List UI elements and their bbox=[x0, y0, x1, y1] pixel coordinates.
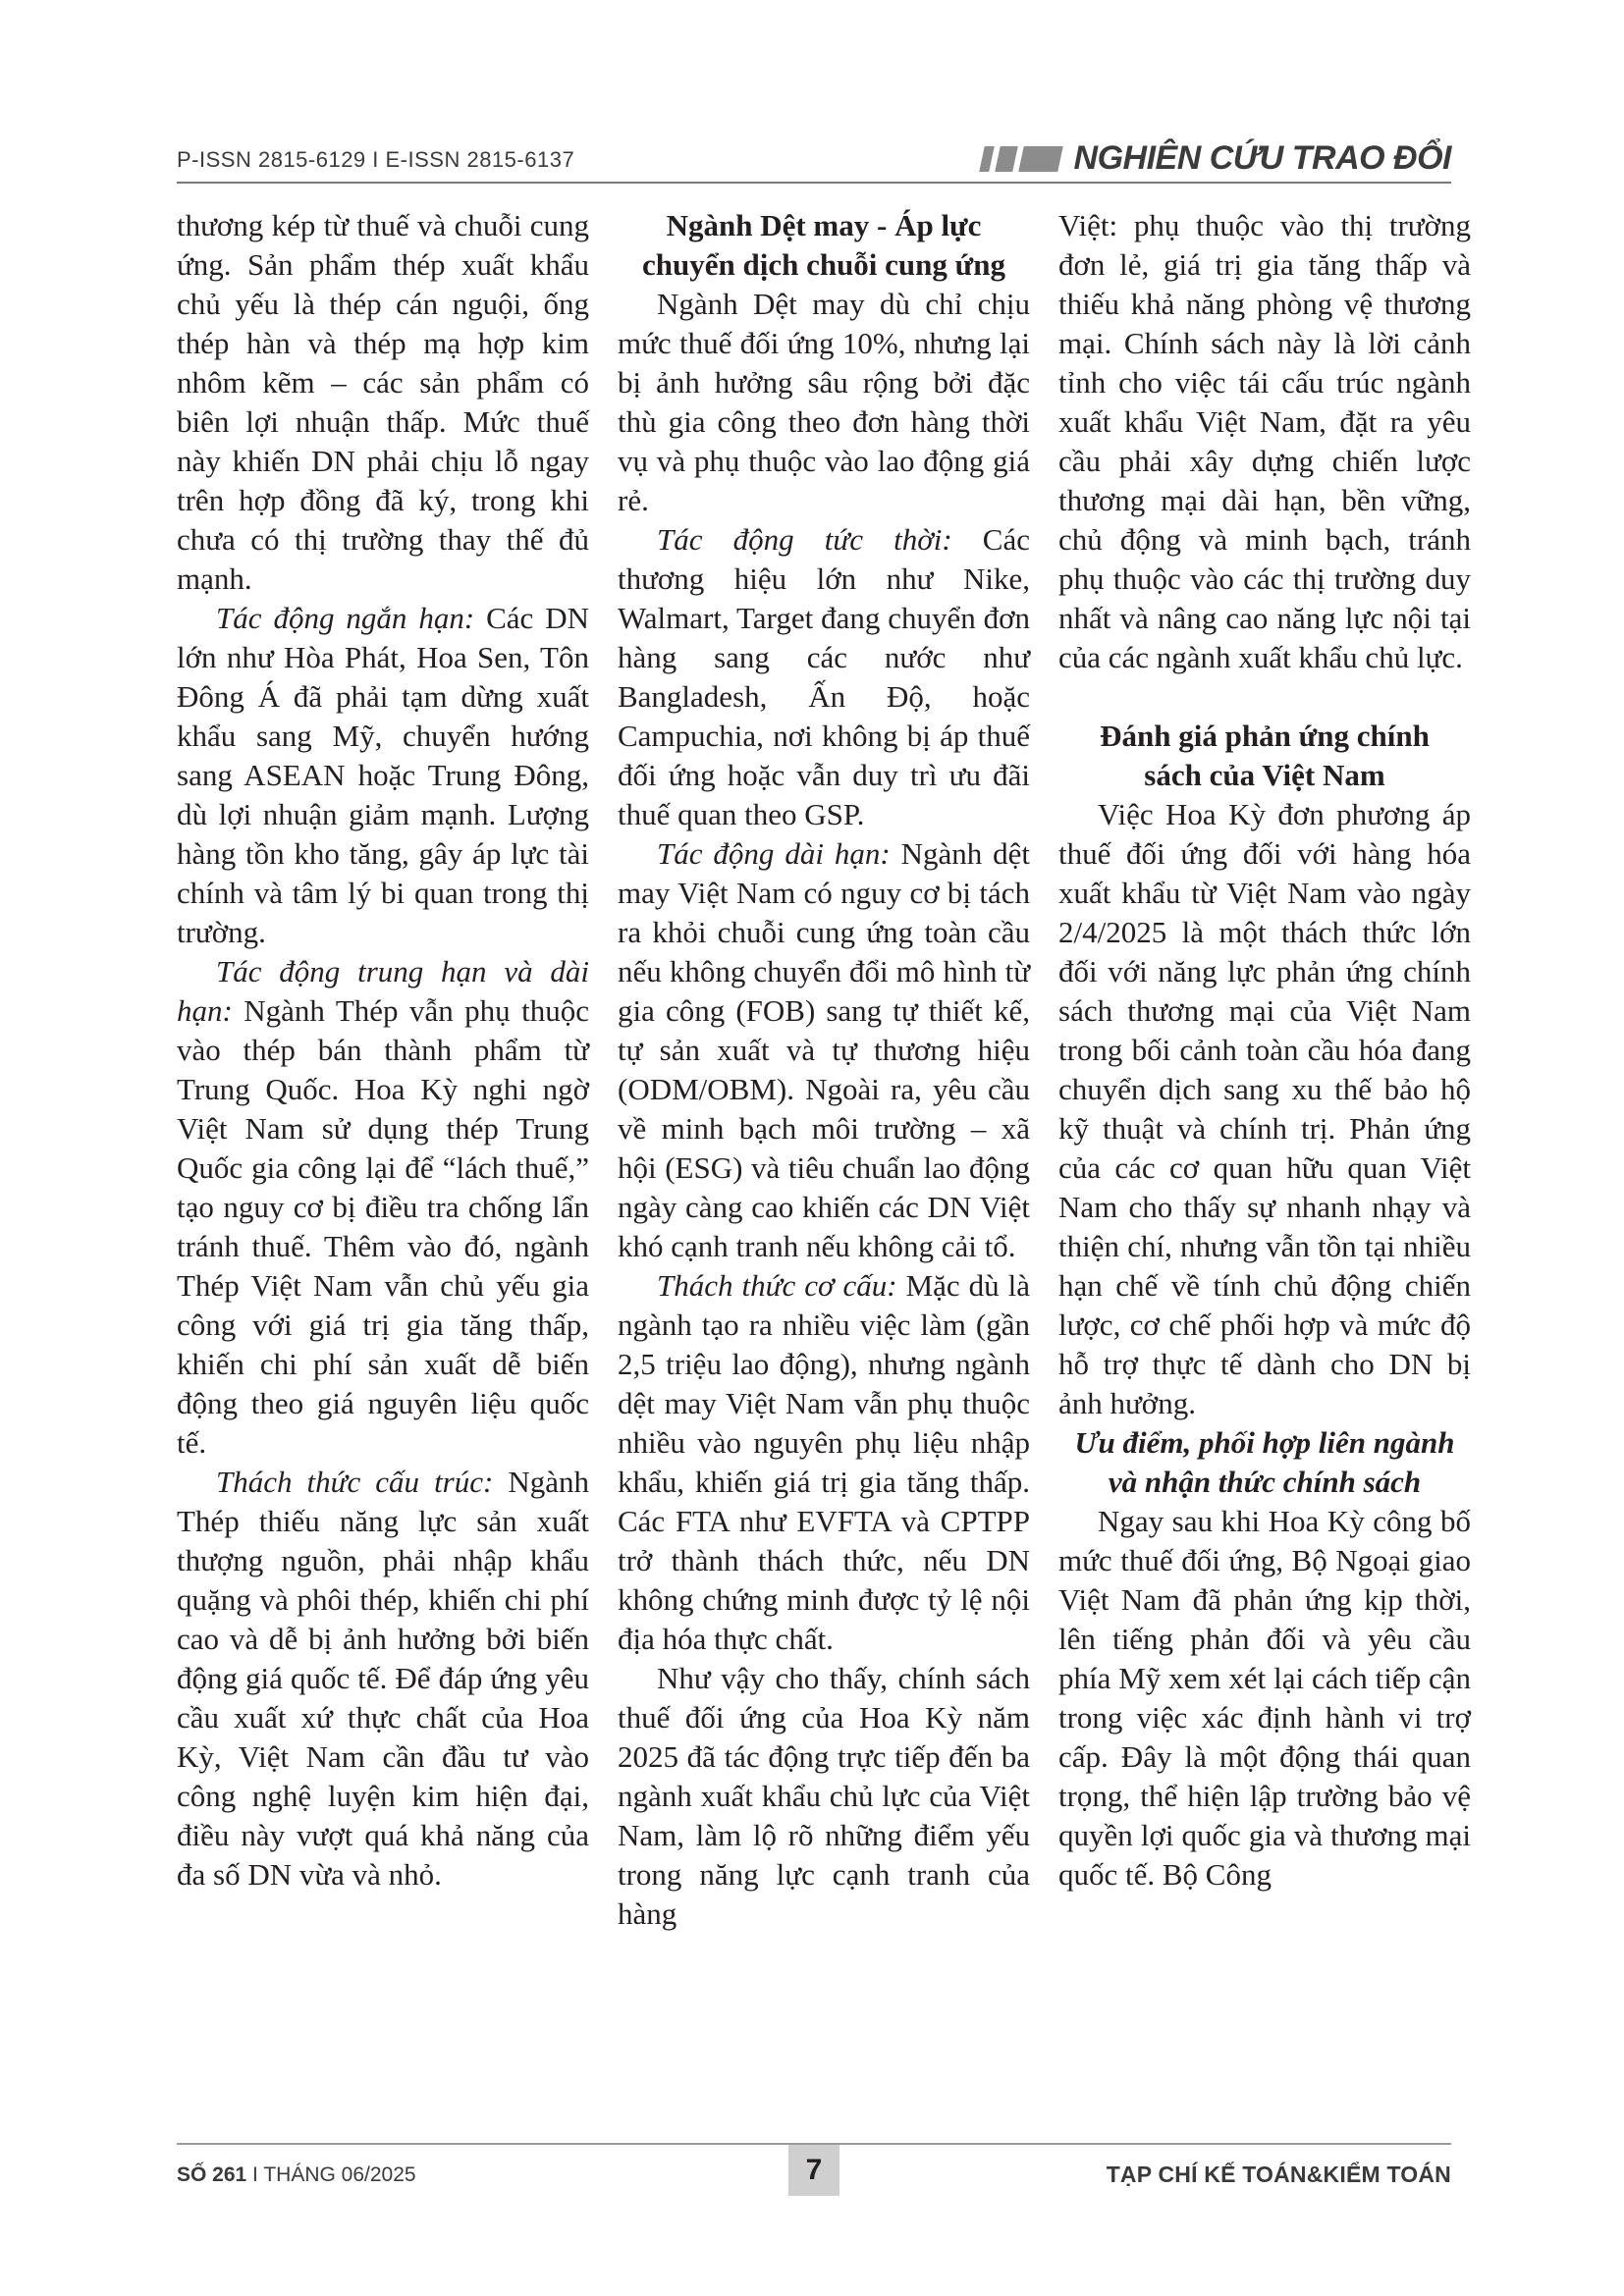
paragraph: Việt: phụ thuộc vào thị trường đơn lẻ, giá trị gia tăng thấp và thiếu khả năng phòng vệ thương mại. Chính sách này là lời cảnh tỉnh cho việc tái cấu trúc ngành xuất khẩu Việt Nam, đặt ra yêu cầu phải xây dựng chiến lược thương mại dài hạn, bền vững, chủ động và minh bạch, tránh phụ thuộc vào các thị trường duy nhất và nâng cao năng lực nội tại của các ngành xuất khẩu chủ lực. bbox=[1058, 208, 1471, 674]
issue-date: I THÁNG 06/2025 bbox=[246, 2163, 416, 2186]
header-rule bbox=[177, 182, 1451, 184]
paragraph-label: Tác động ngắn hạn: bbox=[216, 601, 475, 635]
paragraph bbox=[618, 520, 1030, 834]
section-heading: Đánh giá phản ứng chính sách của Việt Nam bbox=[1100, 719, 1430, 792]
footer-issue bbox=[177, 2163, 416, 2187]
journal-name: TẠP CHÍ KẾ TOÁN&KIỂM TOÁN bbox=[1106, 2162, 1451, 2187]
subsection-heading: Ưu điểm, phối hợp liên ngành và nhận thức chính sách bbox=[1074, 1425, 1455, 1499]
paragraph bbox=[177, 599, 589, 952]
article-column-3 bbox=[1058, 206, 1471, 1895]
paragraph-label: Thách thức cấu trúc: bbox=[216, 1465, 494, 1499]
paragraph: Việc Hoa Kỳ đơn phương áp thuế đối ứng đối với hàng hóa xuất khẩu từ Việt Nam vào ngày 2/4/2025 là một thách thức lớn đối với năng lực phản ứng chính sách thương mại của Việt Nam trong bối cảnh toàn cầu hóa đang chuyển dịch sang xu thế bảo hộ kỹ thuật và chính trị. Phản ứng của các cơ quan hữu quan Việt Nam cho thấy sự nhanh nhạy và thiện chí, nhưng vẫn tồn tại nhiều hạn chế về tính chủ động chiến lược, cơ chế phối hợp và mức độ hỗ trợ thực tế dành cho DN bị ảnh hưởng. bbox=[1058, 797, 1471, 1420]
section-title: NGHIÊN CỨU TRAO ĐỔI bbox=[1073, 139, 1451, 177]
paragraph-text: Ngành dệt may Việt Nam có nguy cơ bị tách ra khỏi chuỗi cung ứng toàn cầu nếu không chuyển đổi mô hình từ gia công (FOB) sang tự thiết kế, tự sản xuất và tự thương hiệu (ODM/OBM). Ngoài ra, yêu cầu về minh bạch môi trường – xã hội (ESG) và tiêu chuẩn lao động ngày càng cao khiến các DN Việt khó cạnh tranh nếu không cải tổ. bbox=[618, 836, 1030, 1263]
paragraph-text: Các thương hiệu lớn như Nike, Walmart, Target đang chuyển đơn hàng sang các nước như Bangladesh, Ấn Độ, hoặc Campuchia, nơi không bị áp thuế đối ứng hoặc vẫn duy trì ưu đãi thuế quan theo GSP. bbox=[618, 522, 1031, 831]
article-column-1 bbox=[177, 206, 589, 1895]
header-issn: P-ISSN 2815-6129 I E-ISSN 2815-6137 bbox=[177, 147, 575, 172]
paragraph: Như vậy cho thấy, chính sách thuế đối ứng của Hoa Kỳ năm 2025 đã tác động trực tiếp đến ba ngành xuất khẩu chủ lực của Việt Nam, làm lộ rõ những điểm yếu trong năng lực cạnh tranh của hàng bbox=[618, 1661, 1030, 1931]
paragraph-text: Các DN lớn như Hòa Phát, Hoa Sen, Tôn Đông Á đã phải tạm dừng xuất khẩu sang Mỹ, chuyển hướng sang ASEAN hoặc Trung Đông, dù lợi nhuận giảm mạnh. Lượng hàng tồn kho tăng, gây áp lực tài chính và tâm lý bi quan trong thị trường. bbox=[177, 601, 589, 949]
header-section-banner bbox=[982, 139, 1451, 178]
issue-number: SỐ 261 bbox=[177, 2163, 247, 2186]
page-number: 7 bbox=[788, 2145, 839, 2196]
paragraph: Ngay sau khi Hoa Kỳ công bố mức thuế đối ứng, Bộ Ngoại giao Việt Nam đã phản ứng kịp thời, lên tiếng phản đối và yêu cầu phía Mỹ xem xét lại cách tiếp cận trong việc xác định hành vi trợ cấp. Đây là một động thái quan trọng, thể hiện lập trường bảo vệ quyền lợi quốc gia và thương mại quốc tế. Bộ Công bbox=[1058, 1504, 1471, 1892]
header-bars-decoration bbox=[982, 146, 1060, 172]
paragraph-text: Ngành Thép vẫn phụ thuộc vào thép bán thành phẩm từ Trung Quốc. Hoa Kỳ nghi ngờ Việt Nam sử dụng thép Trung Quốc gia công lại để “lách thuế,” tạo nguy cơ bị điều tra chống lẩn tránh thuế. Thêm vào đó, ngành Thép Việt Nam vẫn chủ yếu gia công với giá trị gia tăng thấp, khiến chi phí sản xuất dễ biến động theo giá nguyên liệu quốc tế. bbox=[177, 993, 589, 1460]
article-column-2 bbox=[618, 206, 1030, 1934]
paragraph-label: Thách thức cơ cấu: bbox=[657, 1268, 897, 1303]
paragraph-text: Ngành Thép thiếu năng lực sản xuất thượng nguồn, phải nhập khẩu quặng và phôi thép, khiến chi phí cao và dễ bị ảnh hưởng bởi biến động giá quốc tế. Để đáp ứng yêu cầu xuất xứ thực chất của Hoa Kỳ, Việt Nam cần đầu tư vào công nghệ luyện kim hiện đại, điều này vượt quá khả năng của đa số DN vừa và nhỏ. bbox=[177, 1465, 589, 1892]
paragraph bbox=[177, 1463, 589, 1895]
paragraph-label: Tác động trung hạn và dài hạn: bbox=[177, 954, 589, 1028]
paragraph-text: Mặc dù là ngành tạo ra nhiều việc làm (gần 2,5 triệu lao động), nhưng ngành dệt may Việt Nam vẫn phụ thuộc nhiều vào nguyên phụ liệu nhập khẩu, khiến giá trị gia tăng thấp. Các FTA như EVFTA và CPTPP trở thành thách thức, nếu DN không chứng minh được tỷ lệ nội địa hóa thực chất. bbox=[618, 1268, 1030, 1656]
section-heading: Ngành Dệt may - Áp lực chuyển dịch chuỗi cung ứng bbox=[641, 208, 1006, 282]
paragraph bbox=[618, 834, 1030, 1266]
paragraph: Ngành Dệt may dù chỉ chịu mức thuế đối ứng 10%, nhưng lại bị ảnh hưởng sâu rộng bởi đặc thù gia công theo đơn hàng thời vụ và phụ thuộc vào lao động giá rẻ. bbox=[618, 287, 1030, 517]
paragraph: thương kép từ thuế và chuỗi cung ứng. Sản phẩm thép xuất khẩu chủ yếu là thép cán nguội, ống thép hàn và thép mạ hợp kim nhôm kẽm – các sản phẩm có biên lợi nhuận thấp. Mức thuế này khiến DN phải chịu lỗ ngay trên hợp đồng đã ký, trong khi chưa có thị trường thay thế đủ mạnh. bbox=[177, 208, 589, 596]
paragraph-label: Tác động dài hạn: bbox=[657, 836, 891, 871]
paragraph bbox=[618, 1266, 1030, 1659]
paragraph-label: Tác động tức thời: bbox=[657, 522, 952, 557]
paragraph bbox=[177, 952, 589, 1463]
